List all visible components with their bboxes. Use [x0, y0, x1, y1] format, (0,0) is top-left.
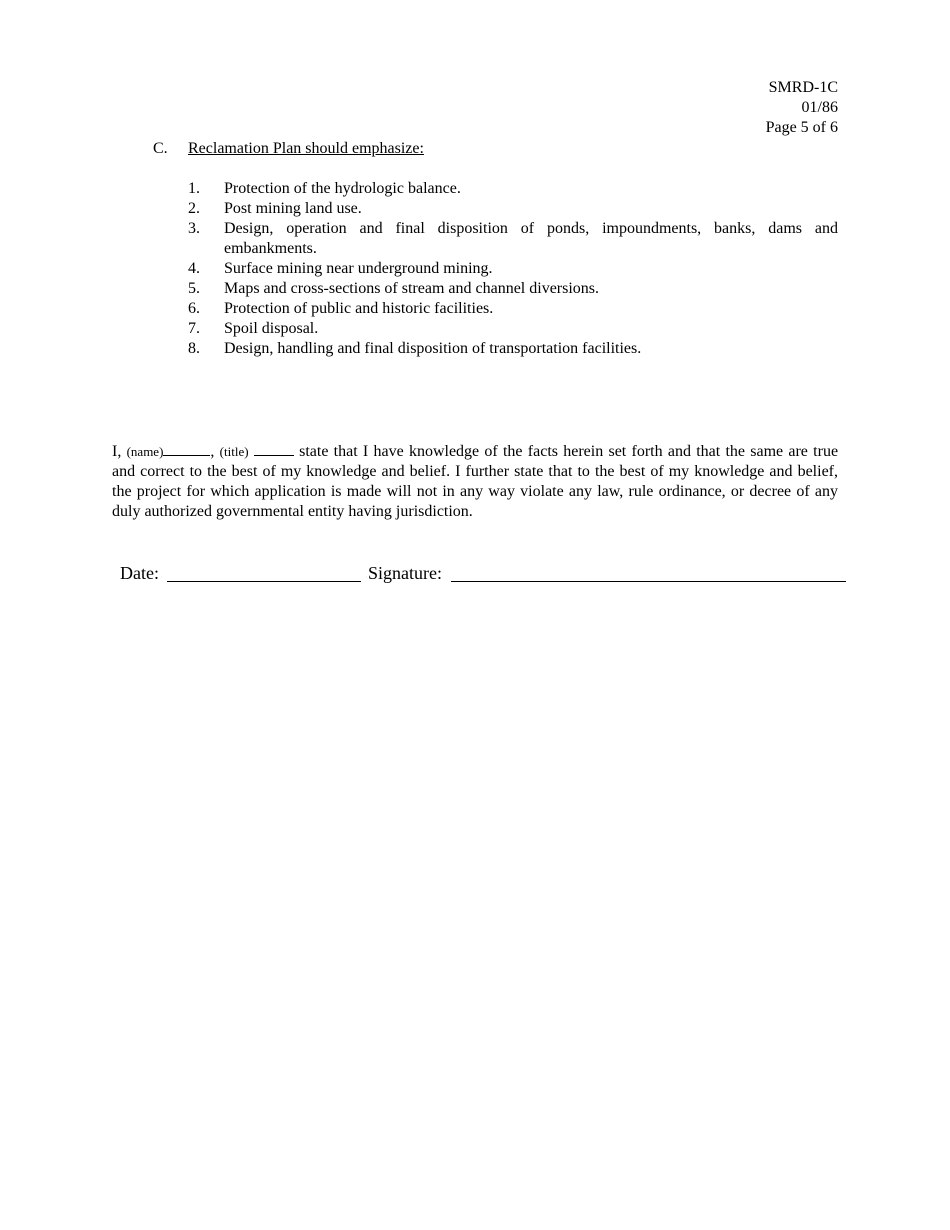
list-item-number: 2.: [188, 200, 200, 217]
list-item-number: 4.: [188, 260, 200, 277]
signature-label: Signature:: [368, 563, 442, 583]
list-item-text: Spoil disposal.: [224, 320, 319, 337]
list-item: [188, 259, 838, 279]
list-item-number: 3.: [188, 220, 200, 237]
list-item-text: Surface mining near underground mining.: [224, 260, 493, 277]
certification-statement: [112, 442, 838, 522]
emphasis-list: [153, 179, 838, 359]
list-item: [188, 339, 838, 359]
statement-body: state that I have knowledge of the facts herein set forth and that the same are true and correct to the best of my knowledge and belief. I further state that to the best of my knowledge and belief, the project for which application is made will not in any way violate any law, rule ordinance, or decree of any duly authorized governmental entity having jurisdiction.: [112, 443, 839, 520]
signature-row: [120, 562, 846, 586]
signature-field[interactable]: [451, 581, 846, 582]
list-item-text: Post mining land use.: [224, 200, 362, 217]
list-item-number: 6.: [188, 300, 200, 317]
list-item-text: Design, handling and final disposition of transportation facilities.: [224, 340, 642, 357]
page-number: Page 5 of 6: [765, 119, 838, 136]
list-item-number: 1.: [188, 180, 200, 197]
section-heading: [153, 139, 838, 159]
list-item: [188, 179, 838, 199]
list-item-text: Maps and cross-sections of stream and channel diversions.: [224, 280, 600, 297]
date-label: Date:: [120, 563, 159, 583]
section-letter: C.: [153, 140, 168, 157]
statement-prefix: I,: [112, 443, 122, 460]
list-item: [188, 319, 838, 339]
reclamation-plan-section: [153, 139, 838, 359]
date-field[interactable]: [167, 581, 361, 582]
list-item-number: 7.: [188, 320, 200, 337]
list-item: [188, 299, 838, 319]
title-field[interactable]: [254, 442, 294, 456]
statement-comma: ,: [210, 443, 215, 460]
name-label: (name): [126, 444, 164, 459]
list-item-text: Protection of public and historic facilities.: [224, 300, 494, 317]
list-item: [188, 199, 838, 219]
form-date: 01/86: [801, 99, 838, 116]
list-item-text: Protection of the hydrologic balance.: [224, 180, 461, 197]
page-header: [766, 78, 838, 138]
list-item: [188, 219, 838, 259]
section-title: Reclamation Plan should emphasize:: [188, 140, 424, 157]
title-label: (title): [219, 444, 249, 459]
list-item: [188, 279, 838, 299]
form-id: SMRD-1C: [768, 79, 838, 96]
name-field[interactable]: [163, 442, 210, 456]
list-item-number: 5.: [188, 280, 200, 297]
list-item-number: 8.: [188, 340, 200, 357]
list-item-text: Design, operation and final disposition of ponds, impoundments, banks, dams and embankments.: [224, 220, 838, 257]
